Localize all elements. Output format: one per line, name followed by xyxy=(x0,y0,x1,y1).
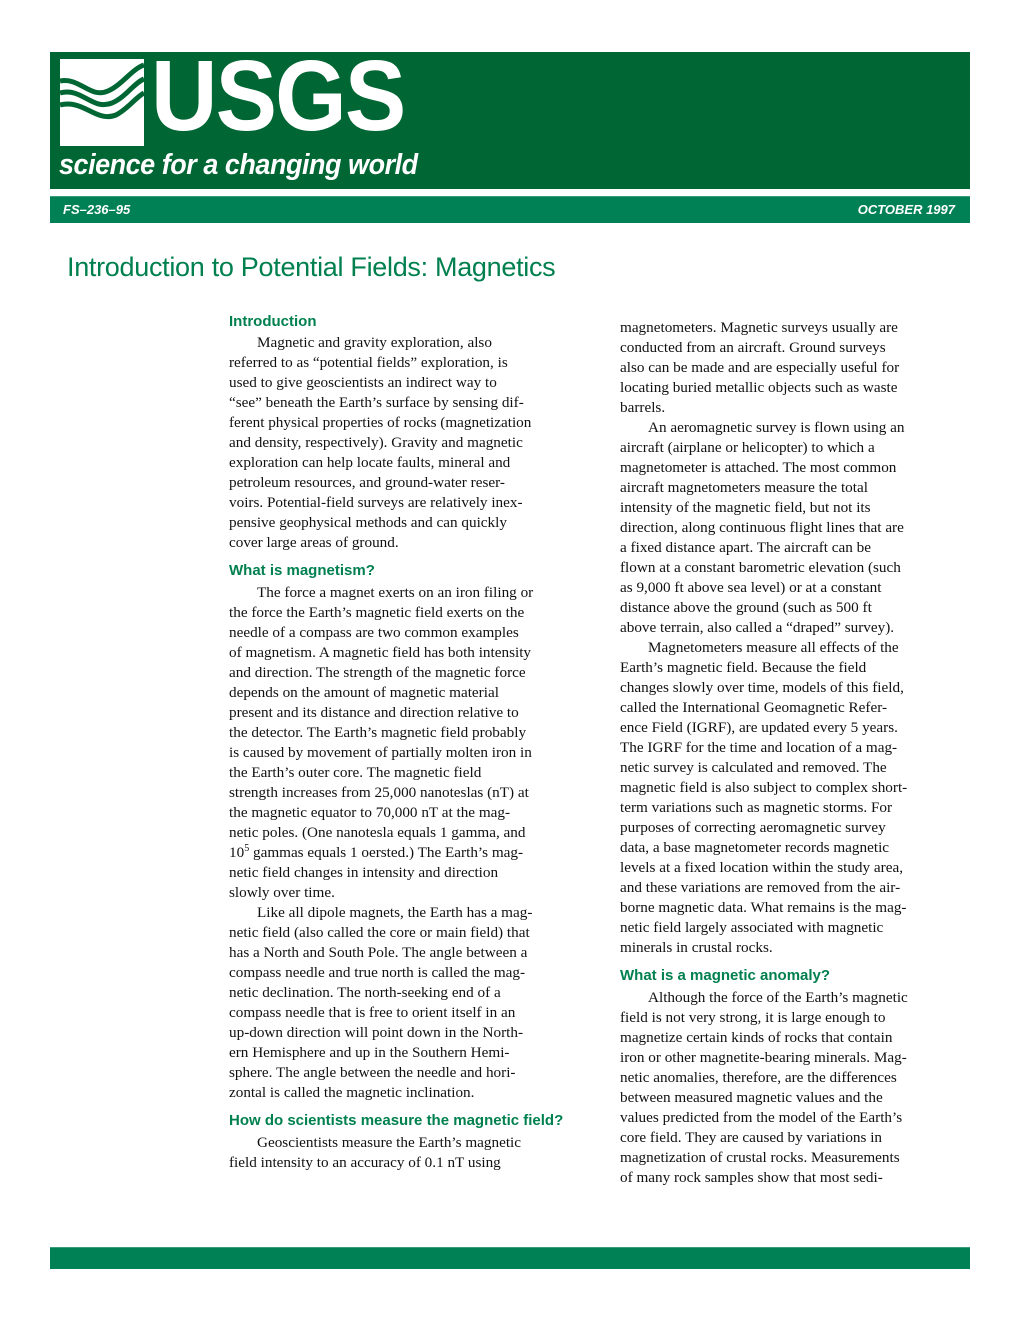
text-line: the magnetic equator to 70,000 nT at the mag- xyxy=(229,804,511,821)
text-line: ence Field (IGRF), are updated every 5 years. xyxy=(620,719,898,736)
text-line: zontal is called the magnetic inclination. xyxy=(229,1084,475,1101)
text-line: distance above the ground (such as 500 ft xyxy=(620,599,872,616)
text-line: Magnetometers measure all effects of the xyxy=(648,639,899,656)
text-line: netic anomalies, therefore, are the differences xyxy=(620,1069,897,1086)
text-line: and direction. The strength of the magnetic force xyxy=(229,664,526,681)
logo-tagline: science for a changing world xyxy=(59,149,418,181)
section-heading: What is magnetism? xyxy=(229,562,375,579)
text-line: Although the force of the Earth’s magnetic xyxy=(648,989,908,1006)
text-line: The force a magnet exerts on an iron filing or xyxy=(257,584,534,601)
text-line: data, a base magnetometer records magnetic xyxy=(620,839,890,856)
text-line: used to give geoscientists an indirect way to xyxy=(229,374,497,391)
text-line: magnetic field is also subject to complex short- xyxy=(620,779,908,796)
text-line: The IGRF for the time and location of a mag- xyxy=(620,739,898,756)
text-line: Magnetic and gravity exploration, also xyxy=(257,334,492,351)
text-line: magnetization of crustal rocks. Measurements xyxy=(620,1149,900,1166)
text-line: present and its distance and direction relative to xyxy=(229,704,519,721)
text-line: barrels. xyxy=(620,399,666,416)
paragraph xyxy=(620,638,970,958)
paragraph xyxy=(229,903,605,1103)
text-line: ern Hemisphere and up in the Southern Hemi- xyxy=(229,1044,510,1061)
text-line: minerals in crustal rocks. xyxy=(620,939,773,956)
text-line: called the International Geomagnetic Refer- xyxy=(620,699,888,716)
text-line: netic survey is calculated and removed. The xyxy=(620,759,887,776)
paragraph xyxy=(620,318,970,418)
right-column xyxy=(620,318,970,1188)
wave-emblem-icon xyxy=(60,59,144,146)
text-line: the Earth’s outer core. The magnetic field xyxy=(229,764,482,781)
text-line: Earth’s magnetic field. Because the field xyxy=(620,659,867,676)
text-line: term variations such as magnetic storms. For xyxy=(620,799,893,816)
paragraph xyxy=(229,583,605,903)
text-line: pensive geophysical methods and can quickly xyxy=(229,514,507,531)
text-line: intensity of the magnetic field, but not its xyxy=(620,499,871,516)
text-line: compass needle that is free to orient itself in an xyxy=(229,1004,516,1021)
text-line: has a North and South Pole. The angle between a xyxy=(229,944,528,961)
text-line: referred to as “potential fields” exploration, is xyxy=(229,354,508,371)
text-line: purposes of correcting aeromagnetic survey xyxy=(620,819,886,836)
text-line: voirs. Potential-field surveys are relatively inex- xyxy=(229,494,523,511)
text-line: netic declination. The north-seeking end of a xyxy=(229,984,501,1001)
text-line: values predicted from the model of the Earth’s xyxy=(620,1109,903,1126)
text-line: petroleum resources, and ground-water reser- xyxy=(229,474,505,491)
section-heading: What is a magnetic anomaly? xyxy=(620,967,831,984)
section-heading: Introduction xyxy=(229,313,317,330)
text-line: strength increases from 25,000 nanoteslas (nT) at xyxy=(229,784,529,801)
text-line: magnetometers. Magnetic surveys usually are xyxy=(620,319,898,336)
text-line: the detector. The Earth’s magnetic field probably xyxy=(229,724,527,741)
text-line: between measured magnetic values and the xyxy=(620,1089,883,1106)
paragraph xyxy=(229,1133,605,1173)
text-line: needle of a compass are two common examples xyxy=(229,624,519,641)
text-line: and these variations are removed from the air- xyxy=(620,879,901,896)
text-line: up-down direction will point down in the North- xyxy=(229,1024,524,1041)
paragraph xyxy=(620,988,970,1188)
text-line: magnetize certain kinds of rocks that contain xyxy=(620,1029,893,1046)
text-line: changes slowly over time, models of this field, xyxy=(620,679,904,696)
paragraph xyxy=(620,418,970,638)
text-line: slowly over time. xyxy=(229,884,335,901)
paragraph xyxy=(229,333,605,553)
text-line: aircraft (airplane or helicopter) to which a xyxy=(620,439,875,456)
text-line: iron or other magnetite-bearing minerals. Mag- xyxy=(620,1049,907,1066)
text-line: An aeromagnetic survey is flown using an xyxy=(648,419,905,436)
text-line: of many rock samples show that most sedi- xyxy=(620,1169,883,1186)
text-line: as 9,000 ft above sea level) or at a constant xyxy=(620,579,882,596)
superscript: 5 xyxy=(244,842,250,854)
text-line: and density, respectively). Gravity and magnetic xyxy=(229,434,523,451)
text-line: “see” beneath the Earth’s surface by sensing dif- xyxy=(229,394,524,411)
text-line: magnetometer is attached. The most common xyxy=(620,459,897,476)
text-line: netic field largely associated with magnetic xyxy=(620,919,884,936)
publication-date: OCTOBER 1997 xyxy=(857,202,955,217)
text-line: netic field (also called the core or main field) that xyxy=(229,924,530,941)
text-line: exploration can help locate faults, mineral and xyxy=(229,454,511,471)
text-line: levels at a fixed location within the study area, xyxy=(620,859,903,876)
usgs-logo xyxy=(57,40,418,186)
text-line: $10^5$ gammas equals 1 oersted.) The Earth’s mag- xyxy=(229,842,524,861)
publication-strip xyxy=(50,196,970,223)
text-line: netic field changes in intensity and direction xyxy=(229,864,499,881)
text-line: flown at a constant barometric elevation (such xyxy=(620,559,901,576)
text-line: is caused by movement of partially molten iron in xyxy=(229,744,532,761)
text-line: above terrain, also called a “draped” survey). xyxy=(620,619,895,636)
text-line: cover large areas of ground. xyxy=(229,534,399,551)
page-title: Introduction to Potential Fields: Magnetics xyxy=(67,252,556,282)
text-line: field intensity to an accuracy of 0.1 nT using xyxy=(229,1154,501,1171)
text-line: field is not very strong, it is large enough to xyxy=(620,1009,886,1026)
text-line: aircraft magnetometers measure the total xyxy=(620,479,868,496)
text-line: Geoscientists measure the Earth’s magnetic xyxy=(257,1134,522,1151)
text-line: depends on the amount of magnetic material xyxy=(229,684,499,701)
footer-bar xyxy=(50,1247,970,1269)
text-line: the force the Earth’s magnetic field exerts on the xyxy=(229,604,525,621)
text-line: conducted from an aircraft. Ground surveys xyxy=(620,339,886,356)
text-line: a fixed distance apart. The aircraft can be xyxy=(620,539,872,556)
left-column xyxy=(229,312,605,1173)
text-line: netic poles. (One nanotesla equals 1 gamma, and xyxy=(229,824,526,841)
logo-wordmark: USGS xyxy=(151,40,405,152)
text-line: locating buried metallic objects such as waste xyxy=(620,379,898,396)
text-line: compass needle and true north is called the mag- xyxy=(229,964,526,981)
text-line: also can be made and are especially useful for xyxy=(620,359,900,376)
publication-id: FS–236–95 xyxy=(63,202,131,217)
text-line: of magnetism. A magnetic field has both intensity xyxy=(229,644,532,661)
text-line: ferent physical properties of rocks (magnetization xyxy=(229,414,532,431)
text-line: direction, along continuous flight lines that are xyxy=(620,519,904,536)
text-line: sphere. The angle between the needle and hori- xyxy=(229,1064,516,1081)
text-line: borne magnetic data. What remains is the mag- xyxy=(620,899,907,916)
section-heading: How do scientists measure the magnetic field? xyxy=(229,1112,564,1129)
text-line: core field. They are caused by variations in xyxy=(620,1129,883,1146)
text-line: Like all dipole magnets, the Earth has a mag- xyxy=(257,904,533,921)
